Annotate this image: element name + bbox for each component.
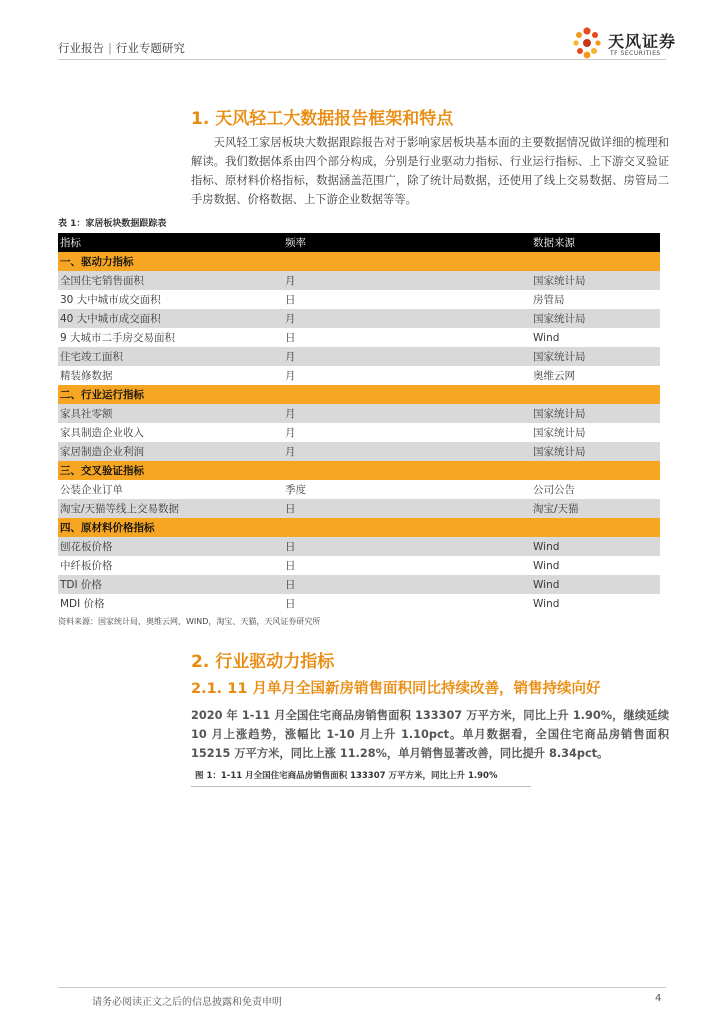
cell-source: 公司公告	[533, 484, 575, 496]
table-row	[58, 366, 660, 385]
cell-frequency: 月	[283, 404, 531, 423]
page-number: 4	[655, 993, 662, 1004]
logo-cn-text: 天风证券	[608, 32, 677, 51]
cell-frequency	[283, 252, 531, 271]
cell-frequency: 季度	[285, 484, 306, 496]
cell-indicator: 40 大中城市成交面积	[58, 309, 283, 328]
cell-source: 房管局	[533, 294, 565, 306]
cell-indicator: 9 大城市二手房交易面积	[60, 332, 176, 344]
table-row	[58, 309, 660, 328]
breadcrumb-separator: |	[108, 41, 112, 55]
cell-source: 淘宝/天猫	[531, 499, 660, 518]
cell-source: Wind	[531, 537, 660, 556]
table-header-row	[58, 233, 660, 252]
section-1-title: 1. 天风轻工大数据报告框架和特点	[191, 109, 454, 129]
table-row	[58, 480, 660, 499]
cell-frequency: 日	[283, 499, 531, 518]
table-category-row	[58, 518, 660, 537]
table-body	[58, 252, 660, 613]
cell-indicator: 精装修数据	[60, 370, 113, 382]
table-row	[58, 537, 660, 556]
footer-divider	[58, 987, 666, 988]
section-1-text: 天风轻工家居板块大数据跟踪报告对于影响家居板块基本面的主要数据情况做详细的梳理和解读。我们数据体系由四个部分构成，分别是行业驱动力指标、行业运行指标、上下游交叉验证指标、原材料价格指标，数据涵盖范围广，除了统计局数据，还使用了线上交易数据、房管局二手房数据、价格数据、上下游企业数据等等。	[191, 136, 669, 206]
tf-securities-logo	[568, 22, 678, 62]
cell-frequency: 月	[285, 370, 296, 382]
cell-indicator: 刨花板价格	[58, 537, 283, 556]
table-category-row	[58, 385, 660, 404]
logo-flower-icon	[568, 24, 606, 62]
table-row	[58, 347, 660, 366]
cell-indicator: 家具制造企业收入	[60, 427, 144, 439]
data-tracking-table	[58, 233, 660, 613]
report-subtype: 行业专题研究	[115, 41, 185, 55]
table-row	[58, 290, 660, 309]
table-category-row	[58, 252, 660, 271]
cell-indicator: 全国住宅销售面积	[58, 271, 283, 290]
footer-disclaimer: 请务必阅读正文之后的信息披露和免责申明	[92, 997, 282, 1008]
cell-frequency: 日	[283, 537, 531, 556]
cell-source: Wind	[531, 575, 660, 594]
table-row	[58, 271, 660, 290]
cell-frequency: 月	[283, 271, 531, 290]
section-2-paragraph	[191, 706, 669, 763]
cell-indicator: 家具社零额	[58, 404, 283, 423]
table-row	[58, 328, 660, 347]
cell-source: 国家统计局	[531, 309, 660, 328]
section-2-text: 2020 年 1-11 月全国住宅商品房销售面积 133307 万平方米，同比上升 1.90%，继续延续 10 月上涨趋势，涨幅比 1-10 月上升 1.10pct。单月数据看，全国住宅商品房销售面积 15215 万平方米，同比上涨 11.28%，单月销售显著改善，同比提升 8.34pct。	[191, 709, 669, 760]
cell-indicator: 30 大中城市成交面积	[60, 294, 161, 306]
section-2-1-subtitle: 2.1. 11 月单月全国新房销售面积同比持续改善，销售持续向好	[191, 681, 601, 697]
table-row	[58, 594, 660, 613]
cell-indicator: 四、原材料价格指标	[58, 518, 283, 537]
cell-indicator: MDI 价格	[60, 598, 105, 610]
cell-indicator: 住宅竣工面积	[58, 347, 283, 366]
cell-source	[531, 385, 660, 404]
table-row	[58, 404, 660, 423]
cell-source: 国家统计局	[531, 347, 660, 366]
cell-indicator: 家居制造企业利润	[58, 442, 283, 461]
figure-1-caption: 图 1：1-11 月全国住宅商品房销售面积 133307 万平方米，同比上升 1.90%	[195, 771, 498, 781]
cell-frequency	[283, 385, 531, 404]
table-row	[58, 575, 660, 594]
figure-divider	[191, 786, 531, 787]
header-frequency: 频率	[283, 233, 531, 252]
cell-indicator: 二、行业运行指标	[58, 385, 283, 404]
report-breadcrumb	[58, 40, 185, 56]
cell-frequency: 月	[283, 442, 531, 461]
cell-source: 奥维云网	[533, 370, 575, 382]
table-category-row	[58, 461, 660, 480]
table-source-note: 资料来源：国家统计局，奥维云网，WIND，淘宝、天猫，天风证券研究所	[58, 617, 321, 626]
cell-frequency: 月	[283, 309, 531, 328]
table-row	[58, 423, 660, 442]
cell-frequency: 日	[285, 294, 296, 306]
cell-frequency	[283, 518, 531, 537]
report-type: 行业报告	[58, 41, 104, 55]
cell-source: 国家统计局	[531, 404, 660, 423]
header-source: 数据来源	[531, 233, 660, 252]
cell-source	[531, 252, 660, 271]
cell-source: Wind	[533, 331, 560, 344]
cell-indicator: 淘宝/天猫等线上交易数据	[58, 499, 283, 518]
table-row	[58, 499, 660, 518]
cell-indicator: 三、交叉验证指标	[58, 461, 283, 480]
cell-source: 国家统计局	[531, 442, 660, 461]
cell-frequency	[283, 461, 531, 480]
cell-source: 国家统计局	[531, 271, 660, 290]
cell-source	[531, 461, 660, 480]
cell-indicator: 一、驱动力指标	[58, 252, 283, 271]
cell-source: Wind	[533, 597, 560, 610]
cell-source	[531, 518, 660, 537]
table-row	[58, 556, 660, 575]
cell-frequency: 月	[283, 347, 531, 366]
cell-indicator: 公装企业订单	[60, 484, 123, 496]
cell-frequency: 日	[285, 332, 296, 344]
logo-en-text: TF SECURITIES	[610, 50, 661, 57]
cell-frequency: 日	[285, 560, 296, 572]
cell-frequency: 日	[283, 575, 531, 594]
cell-source: 国家统计局	[533, 427, 586, 439]
cell-frequency: 月	[285, 427, 296, 439]
section-2-title: 2. 行业驱动力指标	[191, 652, 335, 672]
cell-frequency: 日	[285, 598, 296, 610]
header-divider	[58, 59, 666, 60]
cell-indicator: 中纤板价格	[60, 560, 113, 572]
cell-indicator: TDI 价格	[58, 575, 283, 594]
section-1-paragraph	[191, 133, 669, 209]
table-row	[58, 442, 660, 461]
cell-source: Wind	[533, 559, 560, 572]
header-indicator: 指标	[58, 233, 283, 252]
table-caption: 表 1：家居板块数据跟踪表	[58, 219, 167, 229]
